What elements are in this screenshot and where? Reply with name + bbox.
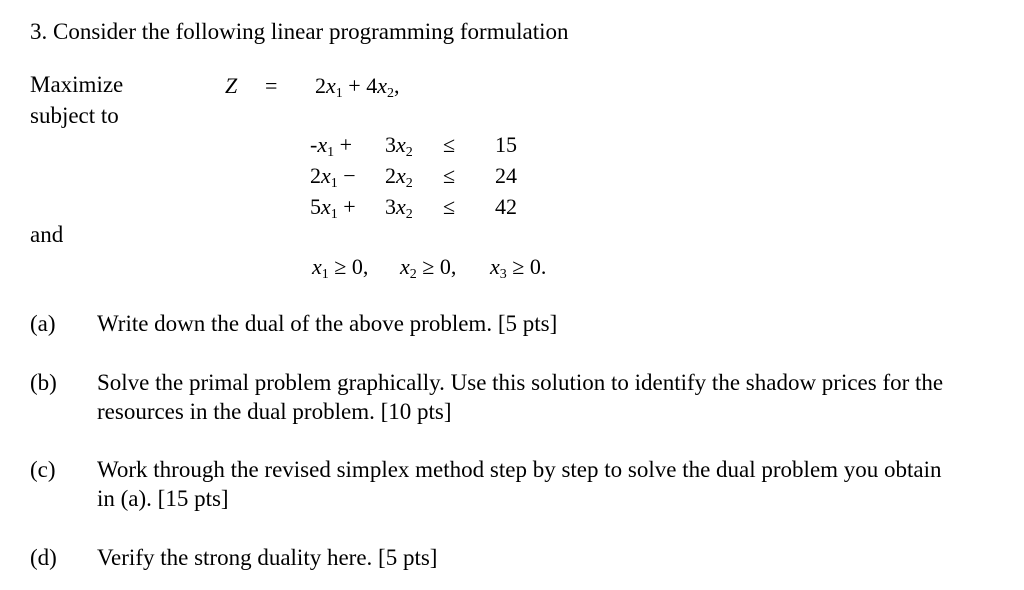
subject-to-label: subject to: [30, 103, 119, 128]
nonneg-x2: $x_2 \ge 0$,: [400, 254, 457, 282]
constraint-term-1: $5x_1$ +: [310, 194, 356, 222]
constraint-term-2: $2x_2$: [385, 163, 413, 191]
constraint-term-1: $-x_1$ +: [310, 132, 353, 160]
part-text-line: Solve the primal problem graphically. Use this solution to identify the shadow prices for the: [97, 370, 944, 395]
constraint-term-1: $2x_1$ −: [310, 163, 356, 191]
part-b: [30, 369, 944, 424]
and-label: and: [30, 222, 64, 247]
part-label: (d): [30, 545, 57, 570]
part-text-line: Verify the strong duality here. [5 pts]: [97, 545, 438, 570]
part-d: [30, 544, 438, 572]
part-text-line: in (a). [15 pts]: [97, 486, 229, 511]
part-label: (c): [30, 457, 56, 482]
constraint-term-2: $3x_2$: [385, 132, 413, 160]
part-text-line: Write down the dual of the above problem. [5 pts]: [97, 311, 558, 336]
nonneg-x1: $x_1 \ge 0$,: [312, 254, 369, 282]
problem-title: 3. Consider the following linear programming formulation: [30, 19, 569, 44]
objective-eq: =: [265, 73, 278, 98]
constraint-relation: ≤: [443, 163, 456, 188]
constraint-rhs: 15: [495, 132, 517, 157]
part-label: (a): [30, 311, 56, 336]
maximize-label: Maximize: [30, 72, 124, 97]
objective-expression: $2x_1 + 4x_2$,: [315, 73, 400, 101]
constraint-relation: ≤: [443, 194, 456, 219]
part-text-line: Work through the revised simplex method step by step to solve the dual problem you obtain: [97, 457, 942, 482]
part-a: [30, 310, 558, 338]
nonneg-x3: $x_3 \ge 0$.: [490, 254, 547, 282]
objective-var: Z: [225, 73, 238, 98]
part-c: [30, 456, 942, 511]
part-text-line: resources in the dual problem. [10 pts]: [97, 399, 452, 424]
constraint-rhs: 42: [495, 194, 517, 219]
constraint-term-2: $3x_2$: [385, 194, 413, 222]
constraint-relation: ≤: [443, 132, 456, 157]
constraint-rhs: 24: [495, 163, 517, 188]
part-label: (b): [30, 370, 57, 395]
